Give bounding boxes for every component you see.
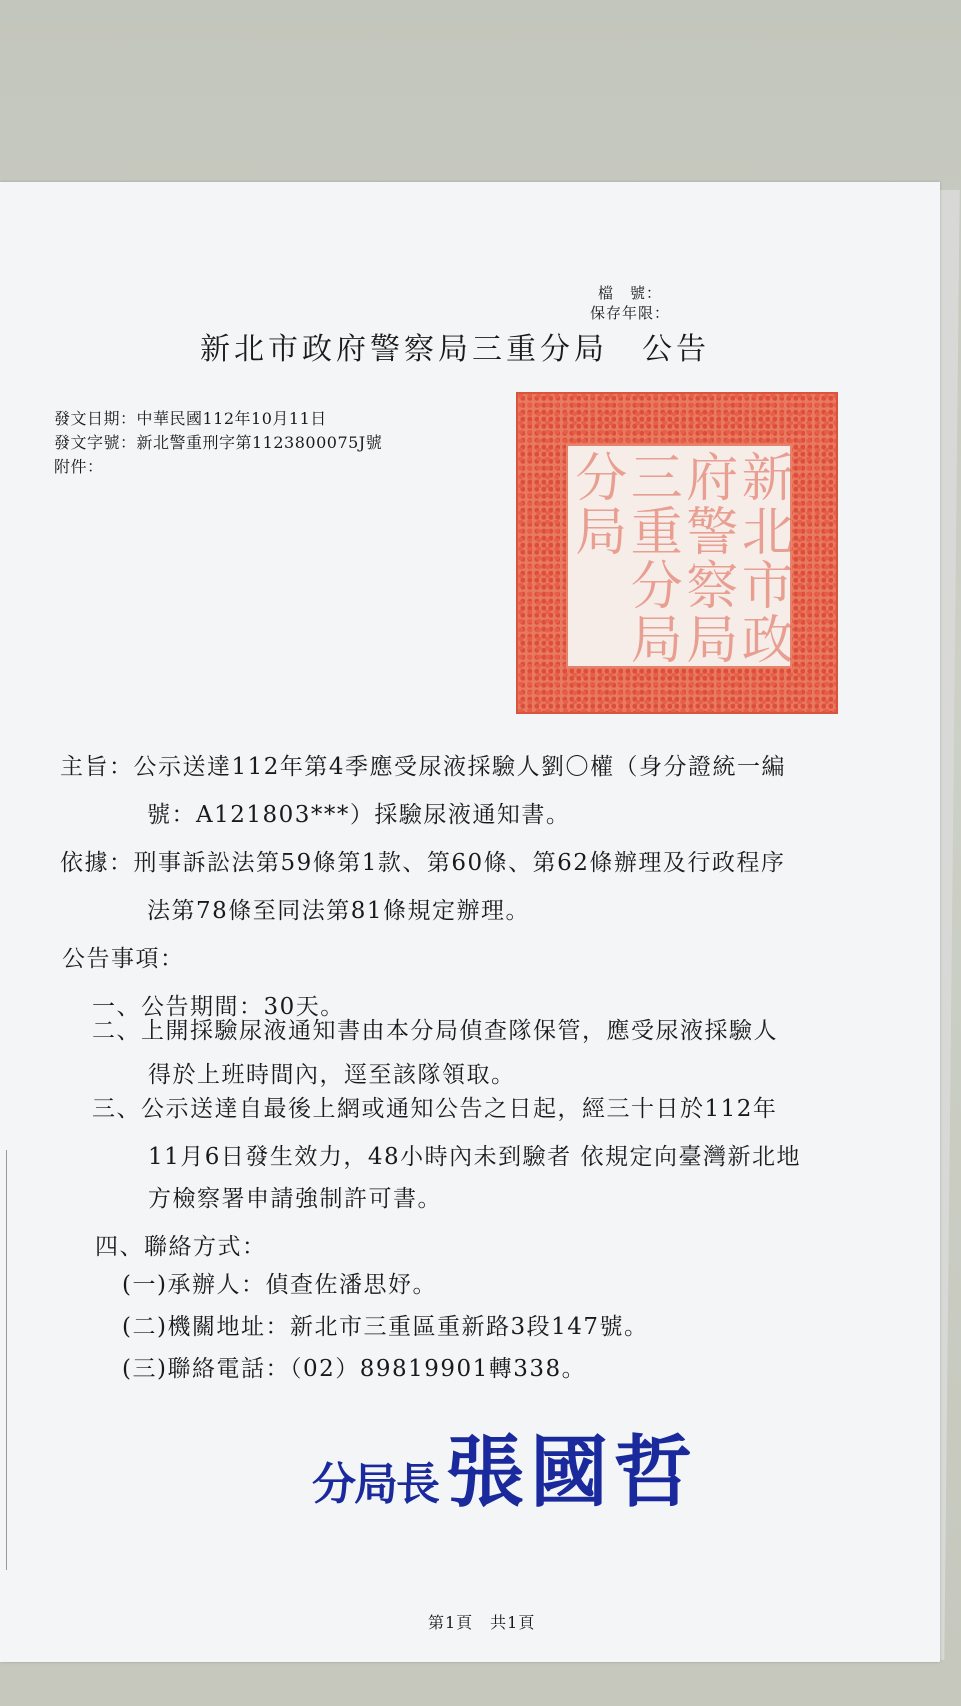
item-2-line-2: 得於上班時間內，逕至該隊領取。 [148,1062,516,1088]
item-1: 一、公告期間：30天。 [92,994,345,1020]
contact-phone: (三)聯絡電話：（02）89819901轉338。 [122,1356,587,1382]
item-3-line-1: 三、公示送達自最後上網或通知公告之日起，經三十日於112年 [92,1096,778,1122]
contact-handler: (一)承辦人：偵查佐潘思妤。 [122,1272,437,1298]
seal-column: 三重分局 [621,450,682,666]
signature-name: 張國哲 [446,1428,699,1518]
basis-line-2: 法第78條至同法第81條規定辦理。 [147,898,531,924]
seal-column: 府警察局 [676,450,737,666]
attachment-label: 附件： [54,457,104,476]
retention-period-label: 保存年限： [590,304,671,322]
item-2-line-1: 二、上開採驗尿液通知書由本分局偵查隊保管，應受尿液採驗人 [92,1018,778,1044]
official-seal [516,392,838,714]
binding-margin-line [6,1150,7,1570]
subject-line-2: 號：A121803***）採驗尿液通知書。 [147,802,571,828]
page-number-footer: 第1頁 共1頁 [428,1613,536,1632]
seal-characters [565,446,793,666]
seal-column: 新北市政 [732,450,793,666]
signature-title: 分局長 [312,1459,438,1510]
seal-column: 分局 [565,450,626,558]
item-3-line-3: 方檢察署申請強制許可書。 [148,1186,442,1212]
item-3-line-2: 11月6日發生效力，48小時內未到驗者 依規定向臺灣新北地 [148,1144,801,1170]
subject-line-1: 主旨：公示送達112年第4季應受尿液採驗人劉〇權（身分證統一編 [60,754,787,780]
reference-number: 發文字號：新北警重刑字第1123800075J號 [54,433,383,452]
basis-line-1: 依據：刑事訴訟法第59條第1款、第60條、第62條辦理及行政程序 [60,850,786,876]
item-4-contact-header: 四、聯絡方式： [95,1234,267,1260]
issue-date: 發文日期：中華民國112年10月11日 [54,409,327,428]
director-signature-stamp [312,1410,698,1522]
contact-address: (二)機關地址：新北市三重區重新路3段147號。 [122,1314,649,1340]
announcement-items-header: 公告事項： [62,946,185,972]
seal-inner-frame [566,444,792,668]
page-title: 新北市政府警察局三重分局 公告 [200,332,710,367]
file-number-label: 檔 號： [598,284,663,302]
